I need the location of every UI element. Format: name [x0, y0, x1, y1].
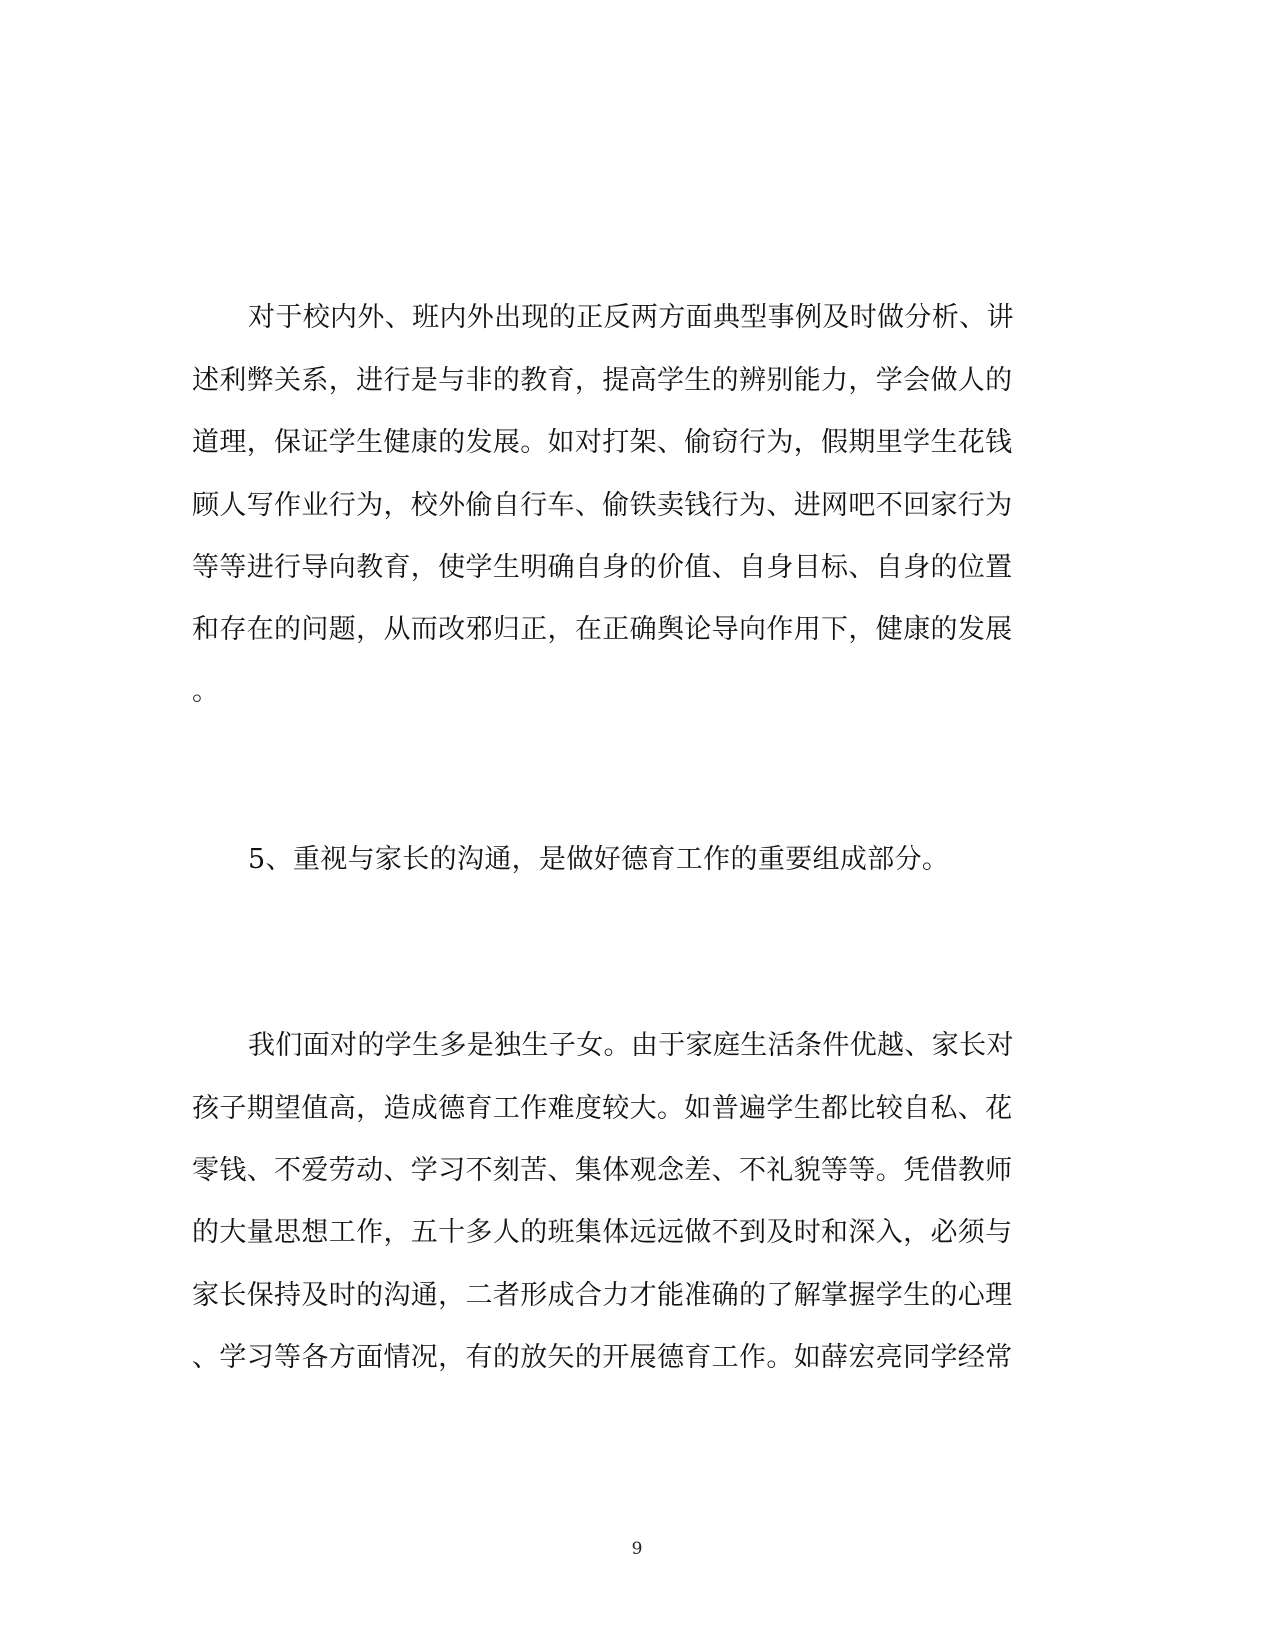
paragraph-3-line-3: 零钱、不爱劳动、学习不刻苦、集体观念差、不礼貌等等。凭借教师: [192, 1155, 1013, 1186]
paragraph-1-line-2: 述利弊关系，进行是与非的教育，提高学生的辨别能力，学会做人的: [192, 365, 1013, 396]
paragraph-1-line-7: 。: [192, 676, 220, 707]
paragraph-3-line-4: 的大量思想工作，五十多人的班集体远远做不到及时和深入，必须与: [192, 1217, 1013, 1248]
paragraph-3-line-6: 、学习等各方面情况，有的放矢的开展德育工作。如薛宏亮同学经常: [192, 1342, 1013, 1373]
paragraph-3-line-2: 孩子期望值高，造成德育工作难度较大。如普遍学生都比较自私、花: [192, 1093, 1013, 1124]
paragraph-1-line-3: 道理，保证学生健康的发展。如对打架、偷窃行为，假期里学生花钱: [192, 427, 1013, 458]
page-number: 9: [631, 1539, 643, 1559]
paragraph-1-line-1: 对于校内外、班内外出现的正反两方面典型事例及时做分析、讲: [248, 302, 1014, 333]
section-heading-5: 5、重视与家长的沟通，是做好德育工作的重要组成部分。: [248, 844, 950, 875]
paragraph-1-line-6: 和存在的问题，从而改邪归正，在正确舆论导向作用下，健康的发展: [192, 614, 1013, 645]
paragraph-3-line-5: 家长保持及时的沟通，二者形成合力才能准确的了解掌握学生的心理: [192, 1280, 1013, 1311]
paragraph-3-line-1: 我们面对的学生多是独生子女。由于家庭生活条件优越、家长对: [248, 1030, 1014, 1061]
paragraph-1-line-5: 等等进行导向教育，使学生明确自身的价值、自身目标、自身的位置: [192, 552, 1013, 583]
paragraph-1-line-4: 顾人写作业行为，校外偷自行车、偷铁卖钱行为、进网吧不回家行为: [192, 490, 1013, 521]
